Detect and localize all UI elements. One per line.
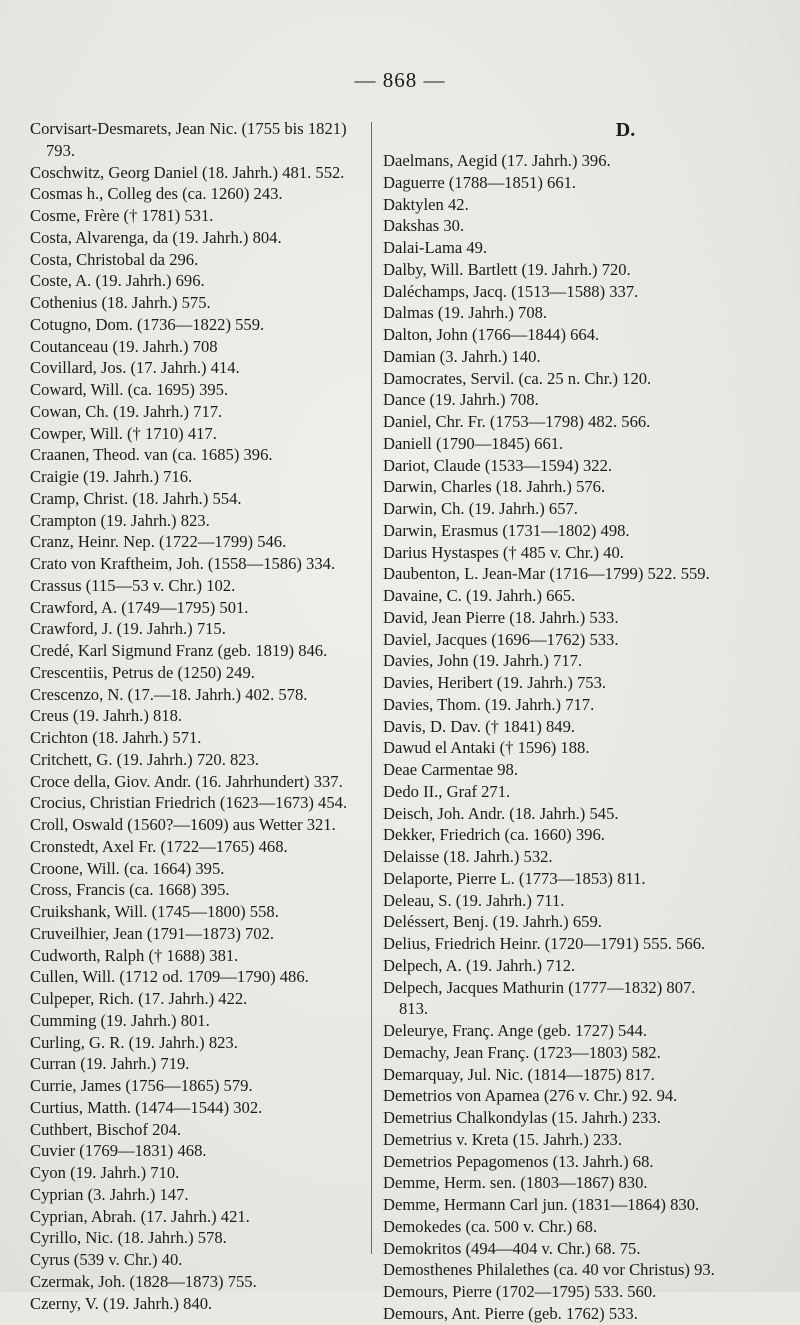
index-entry: Dalai-Lama 49.: [383, 238, 488, 257]
index-entry: Damian (3. Jahrh.) 140.: [383, 346, 541, 366]
left-column: [30, 118, 365, 1314]
index-entry: Cronstedt, Axel Fr. (1722—1765) 468.: [30, 836, 288, 856]
index-entry: Costa, Alvarenga, da (19. Jahrh.) 804.: [30, 227, 282, 247]
index-entry: Curling, G. R. (19. Jahrh.) 823.: [30, 1032, 238, 1052]
index-entry: Cowan, Ch. (19. Jahrh.) 717.: [30, 401, 223, 421]
index-entry: Demours, Ant. Pierre (geb. 1762) 533.: [383, 1303, 638, 1323]
index-entry: Cyrus (539 v. Chr.) 40.: [30, 1250, 183, 1269]
index-entry: Cotugno, Dom. (1736—1822) 559.: [30, 314, 265, 334]
page-number: — 868 —: [354, 68, 446, 92]
index-entry: Davies, Heribert (19. Jahrh.) 753.: [383, 673, 607, 692]
index-entry: Dance (19. Jahrh.) 708.: [383, 390, 539, 410]
index-entry: Cosmas h., Colleg des (ca. 1260) 243.: [30, 184, 283, 204]
index-entry: Culpeper, Rich. (17. Jahrh.) 422.: [30, 989, 248, 1008]
index-entry: Croone, Will. (ca. 1664) 395.: [30, 858, 225, 878]
index-entry: Demarquay, Jul. Nic. (1814—1875) 817.: [383, 1064, 655, 1084]
index-entry: Darwin, Charles (18. Jahrh.) 576.: [383, 477, 606, 497]
index-entry: Critchett, G. (19. Jahrh.) 720. 823.: [30, 749, 260, 769]
right-entries: [383, 150, 718, 1325]
index-entry: Cyprian (3. Jahrh.) 147.: [30, 1184, 189, 1204]
index-entry: Coward, Will. (ca. 1695) 395.: [30, 380, 229, 399]
index-entry: Dekker, Friedrich (ca. 1660) 396.: [383, 825, 605, 845]
index-entry: Darwin, Ch. (19. Jahrh.) 657.: [383, 499, 578, 518]
index-entry: Covillard, Jos. (17. Jahrh.) 414.: [30, 358, 240, 378]
index-entry: Delaporte, Pierre L. (1773—1853) 811.: [383, 868, 646, 888]
column-divider: [371, 122, 372, 1254]
index-entry: Demetrios Pepagomenos (13. Jahrh.) 68.: [383, 1151, 654, 1171]
index-entry: Cudworth, Ralph († 1688) 381.: [30, 945, 239, 965]
index-entry: Curran (19. Jahrh.) 719.: [30, 1054, 190, 1074]
index-entry: Craigie (19. Jahrh.) 716.: [30, 467, 193, 486]
index-entry: Dalmas (19. Jahrh.) 708.: [383, 303, 548, 323]
index-entry: Dalby, Will. Bartlett (19. Jahrh.) 720.: [383, 259, 631, 279]
index-entry: Cumming (19. Jahrh.) 801.: [30, 1010, 210, 1030]
index-entry: Deleurye, Franç. Ange (geb. 1727) 544.: [383, 1021, 648, 1040]
index-entry: Darwin, Erasmus (1731—1802) 498.: [383, 520, 630, 540]
index-entry: Deae Carmentae 98.: [383, 760, 518, 779]
index-entry: Coutanceau (19. Jahrh.) 708: [30, 336, 218, 356]
index-entry: Costa, Christobal da 296.: [30, 249, 199, 269]
index-entry: Deisch, Joh. Andr. (18. Jahrh.) 545.: [383, 803, 619, 823]
index-entry: Cranz, Heinr. Nep. (1722—1799) 546.: [30, 532, 287, 552]
index-entry: Davies, Thom. (19. Jahrh.) 717.: [383, 694, 595, 714]
index-entry: Dedo II., Graf 271.: [383, 781, 511, 801]
index-entry: Cyrillo, Nic. (18. Jahrh.) 578.: [30, 1228, 227, 1248]
index-entry: Davies, John (19. Jahrh.) 717.: [383, 651, 583, 671]
section-letter: D.: [615, 119, 636, 141]
index-entry: Demetrius v. Kreta (15. Jahrh.) 233.: [383, 1129, 623, 1149]
index-entry: Daniel, Chr. Fr. (1753—1798) 482. 566.: [383, 412, 651, 431]
index-entry: Crocius, Christian Friedrich (1623—1673) 454.: [30, 793, 348, 813]
index-entry: Daléchamps, Jacq. (1513—1588) 337.: [383, 281, 639, 301]
index-entry: Cosme, Frère († 1781) 531.: [30, 206, 214, 225]
index-entry: Demosthenes Philalethes (ca. 40 vor Christus) 93.: [383, 1260, 715, 1280]
index-entry: Coste, A. (19. Jahrh.) 696.: [30, 271, 205, 291]
index-entry: Dariot, Claude (1533—1594) 322.: [383, 455, 613, 475]
index-entry: Davis, D. Dav. († 1841) 849.: [383, 716, 576, 736]
index-entry: Deléssert, Benj. (19. Jahrh.) 659.: [383, 912, 602, 932]
index-entry: Daviel, Jacques (1696—1762) 533.: [383, 629, 619, 649]
index-entry: Delpech, Jacques Mathurin (1777—1832) 807. 813.: [383, 977, 696, 1019]
index-entry: Craanen, Theod. van (ca. 1685) 396.: [30, 445, 273, 465]
index-entry: Demours, Pierre (1702—1795) 533. 560.: [383, 1282, 657, 1301]
index-entry: Demetrios von Apamea (276 v. Chr.) 92. 94.: [383, 1086, 678, 1106]
index-entry: Demme, Herm. sen. (1803—1867) 830.: [383, 1173, 648, 1193]
index-entry: Dakshas 30.: [383, 216, 465, 236]
index-entry: Creus (19. Jahrh.) 818.: [30, 706, 183, 726]
index-entry: Crawford, J. (19. Jahrh.) 715.: [30, 619, 226, 639]
index-entry: Damocrates, Servil. (ca. 25 n. Chr.) 120.: [383, 368, 652, 388]
index-entry: Davaine, C. (19. Jahrh.) 665.: [383, 586, 576, 605]
index-entry: Dawud el Antaki († 1596) 188.: [383, 738, 590, 758]
index-entry: Croce della, Giov. Andr. (16. Jahrhundert) 337.: [30, 771, 343, 791]
index-entry: Cothenius (18. Jahrh.) 575.: [30, 293, 211, 312]
index-entry: Crassus (115—53 v. Chr.) 102.: [30, 575, 236, 595]
index-entry: Curtius, Matth. (1474—1544) 302.: [30, 1097, 263, 1117]
index-entry: Daniell (1790—1845) 661.: [383, 433, 564, 453]
index-entry: Croll, Oswald (1560?—1609) aus Wetter 321.: [30, 815, 336, 834]
index-entry: Crescenzo, N. (17.—18. Jahrh.) 402. 578.: [30, 684, 308, 704]
index-entry: Cuvier (1769—1831) 468.: [30, 1141, 207, 1161]
index-entry: Cowper, Will. († 1710) 417.: [30, 423, 217, 443]
index-entry: Cyprian, Abrah. (17. Jahrh.) 421.: [30, 1206, 250, 1226]
index-entry: Corvisart-Desmarets, Jean Nic. (1755 bis 1821) 793.: [30, 119, 347, 160]
index-entry: Credé, Karl Sigmund Franz (geb. 1819) 846.: [30, 641, 328, 660]
index-entry: Czerny, V. (19. Jahrh.) 840.: [30, 1293, 213, 1313]
index-entry: Cuthbert, Bischof 204.: [30, 1119, 182, 1139]
index-entry: Cross, Francis (ca. 1668) 395.: [30, 880, 230, 900]
index-entry: Daubenton, L. Jean-Mar (1716—1799) 522. 559.: [383, 564, 710, 584]
index-entry: Daktylen 42.: [383, 194, 469, 214]
index-entry: David, Jean Pierre (18. Jahrh.) 533.: [383, 607, 619, 627]
index-entry: Crichton (18. Jahrh.) 571.: [30, 728, 202, 747]
index-entry: Currie, James (1756—1865) 579.: [30, 1076, 253, 1095]
index-entry: Daguerre (1788—1851) 661.: [383, 172, 577, 192]
index-entry: Demetrius Chalkondylas (15. Jahrh.) 233.: [383, 1108, 661, 1127]
index-entry: Delius, Friedrich Heinr. (1720—1791) 555. 566.: [383, 934, 706, 953]
index-entry: Crescentiis, Petrus de (1250) 249.: [30, 662, 255, 682]
index-entry: Crampton (19. Jahrh.) 823.: [30, 510, 210, 530]
index-entry: Cyon (19. Jahrh.) 710.: [30, 1163, 180, 1182]
index-entry: Czermak, Joh. (1828—1873) 755.: [30, 1271, 257, 1291]
index-entry: Deleau, S. (19. Jahrh.) 711.: [383, 890, 565, 910]
index-entry: Delaisse (18. Jahrh.) 532.: [383, 847, 553, 866]
index-entry: Cramp, Christ. (18. Jahrh.) 554.: [30, 488, 242, 508]
index-entry: Coschwitz, Georg Daniel (18. Jahrh.) 481. 552.: [30, 162, 345, 182]
index-entry: Demme, Hermann Carl jun. (1831—1864) 830.: [383, 1195, 700, 1214]
right-column: [383, 118, 718, 1325]
index-entry: Demokedes (ca. 500 v. Chr.) 68.: [383, 1216, 598, 1236]
index-entry: Cruveilhier, Jean (1791—1873) 702.: [30, 923, 275, 943]
index-entry: Cullen, Will. (1712 od. 1709—1790) 486.: [30, 967, 309, 987]
index-entry: Cruikshank, Will. (1745—1800) 558.: [30, 902, 279, 921]
index-entry: Dalton, John (1766—1844) 664.: [383, 325, 600, 344]
index-entry: Daelmans, Aegid (17. Jahrh.) 396.: [383, 151, 611, 170]
index-entry: Crato von Kraftheim, Joh. (1558—1586) 334.: [30, 554, 336, 573]
index-entry: Crawford, A. (1749—1795) 501.: [30, 597, 249, 617]
index-entry: Demachy, Jean Franç. (1723—1803) 582.: [383, 1042, 661, 1062]
index-entry: Delpech, A. (19. Jahrh.) 712.: [383, 955, 576, 975]
index-entry: Demokritos (494—404 v. Chr.) 68. 75.: [383, 1238, 641, 1258]
index-entry: Darius Hystaspes († 485 v. Chr.) 40.: [383, 542, 624, 562]
